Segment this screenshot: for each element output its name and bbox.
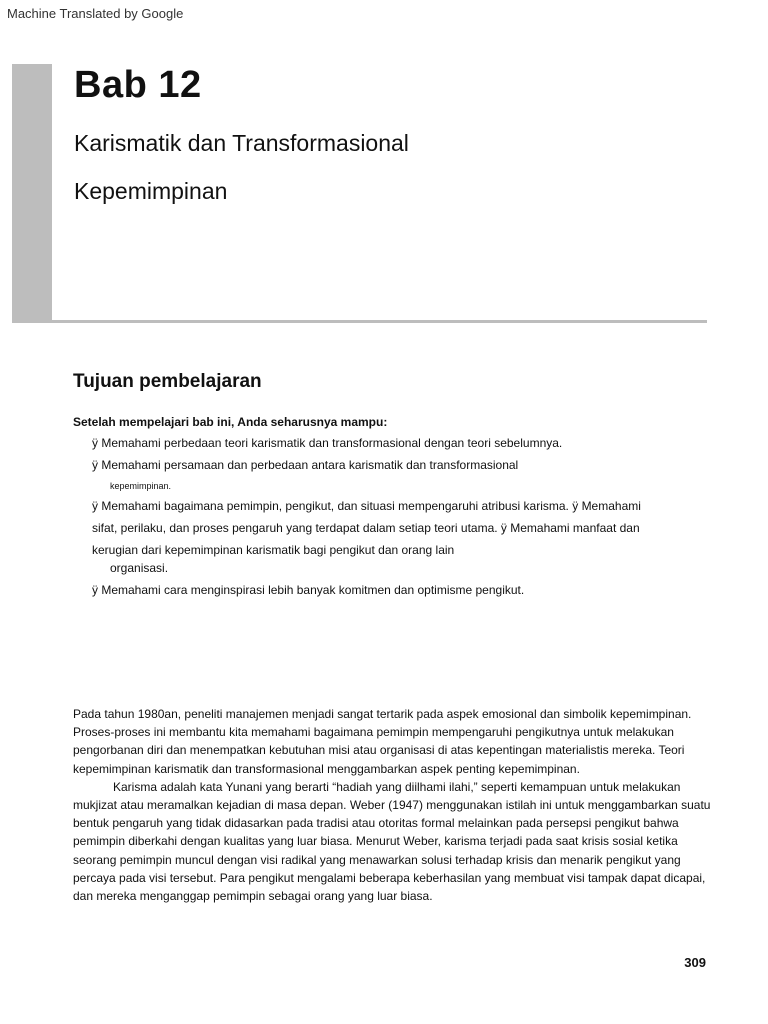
objective-line: kerugian dari kepemimpinan karismatik bagi pengikut dan orang lain — [92, 543, 455, 557]
body-paragraph: Pada tahun 1980an, peneliti manajemen menjadi sangat tertarik pada aspek emosional dan simbolik kepemimpinan. Proses-proses ini membantu kita memahami bagaimana pemimpin mempengaruhi pengikutnya untuk melakukan pengorbanan diri dan menempatkan kebutuhan misi atau organisasi di atas kepentingan materialistis mereka. Teori kepemimpinan karismatik dan transformasional menggambarkan aspek penting kepemimpinan. — [73, 707, 692, 776]
objective-line: ÿ Memahami cara menginspirasi lebih banyak komitmen dan optimisme pengikut. — [92, 583, 525, 597]
body-text — [73, 705, 713, 905]
machine-translation-note: Machine Translated by Google — [7, 6, 184, 21]
objective-line: ÿ Memahami perbedaan teori karismatik dan transformasional dengan teori sebelumnya. — [92, 436, 563, 450]
objective-line: ÿ Memahami bagaimana pemimpin, pengikut, dan situasi mempengaruhi atribusi karisma. ÿ Memahami — [92, 499, 641, 513]
objective-line: ÿ Memahami persamaan dan perbedaan antara karismatik dan transformasional — [92, 458, 519, 472]
objective-line: sifat, perilaku, dan proses pengaruh yang terdapat dalam setiap teori utama. ÿ Memahami manfaat dan — [92, 521, 640, 535]
objective-line: kepemimpinan. — [110, 481, 172, 491]
body-paragraph: Karisma adalah kata Yunani yang berarti “hadiah yang diilhami ilahi,” seperti kemampuan untuk melakukan mukjizat atau meramalkan kejadian di masa depan. Weber (1947) menggunakan istilah ini untuk menggambarkan suatu bentuk pengaruh yang tidak didasarkan pada tradisi atau otoritas formal melainkan pada persepsi pengikut bahwa pemimpin diberkahi dengan kualitas yang luar biasa. Menurut Weber, karisma terjadi pada saat krisis sosial ketika seorang pemimpin muncul dengan visi radikal yang menawarkan solusi terhadap krisis dan menarik pengikut yang percaya pada visi tersebut. Para pengikut mengalami beberapa keberhasilan yang membuat visi tampak dapat dicapai, dan mereka menganggap pemimpin sebagai orang yang luar biasa. — [73, 779, 711, 904]
chapter-title-line2: Kepemimpinan — [74, 178, 228, 204]
chapter-title-line1: Karismatik dan Transformasional — [74, 130, 409, 156]
chapter-header — [12, 64, 707, 323]
objective-line: organisasi. — [110, 561, 169, 575]
objectives-intro: Setelah mempelajari bab ini, Anda seharusnya mampu: — [73, 415, 388, 429]
section-heading-objectives: Tujuan pembelajaran — [73, 371, 262, 392]
page-number: 309 — [684, 955, 706, 970]
chapter-number: Bab 12 — [74, 64, 202, 106]
chapter-side-bar — [12, 64, 52, 320]
